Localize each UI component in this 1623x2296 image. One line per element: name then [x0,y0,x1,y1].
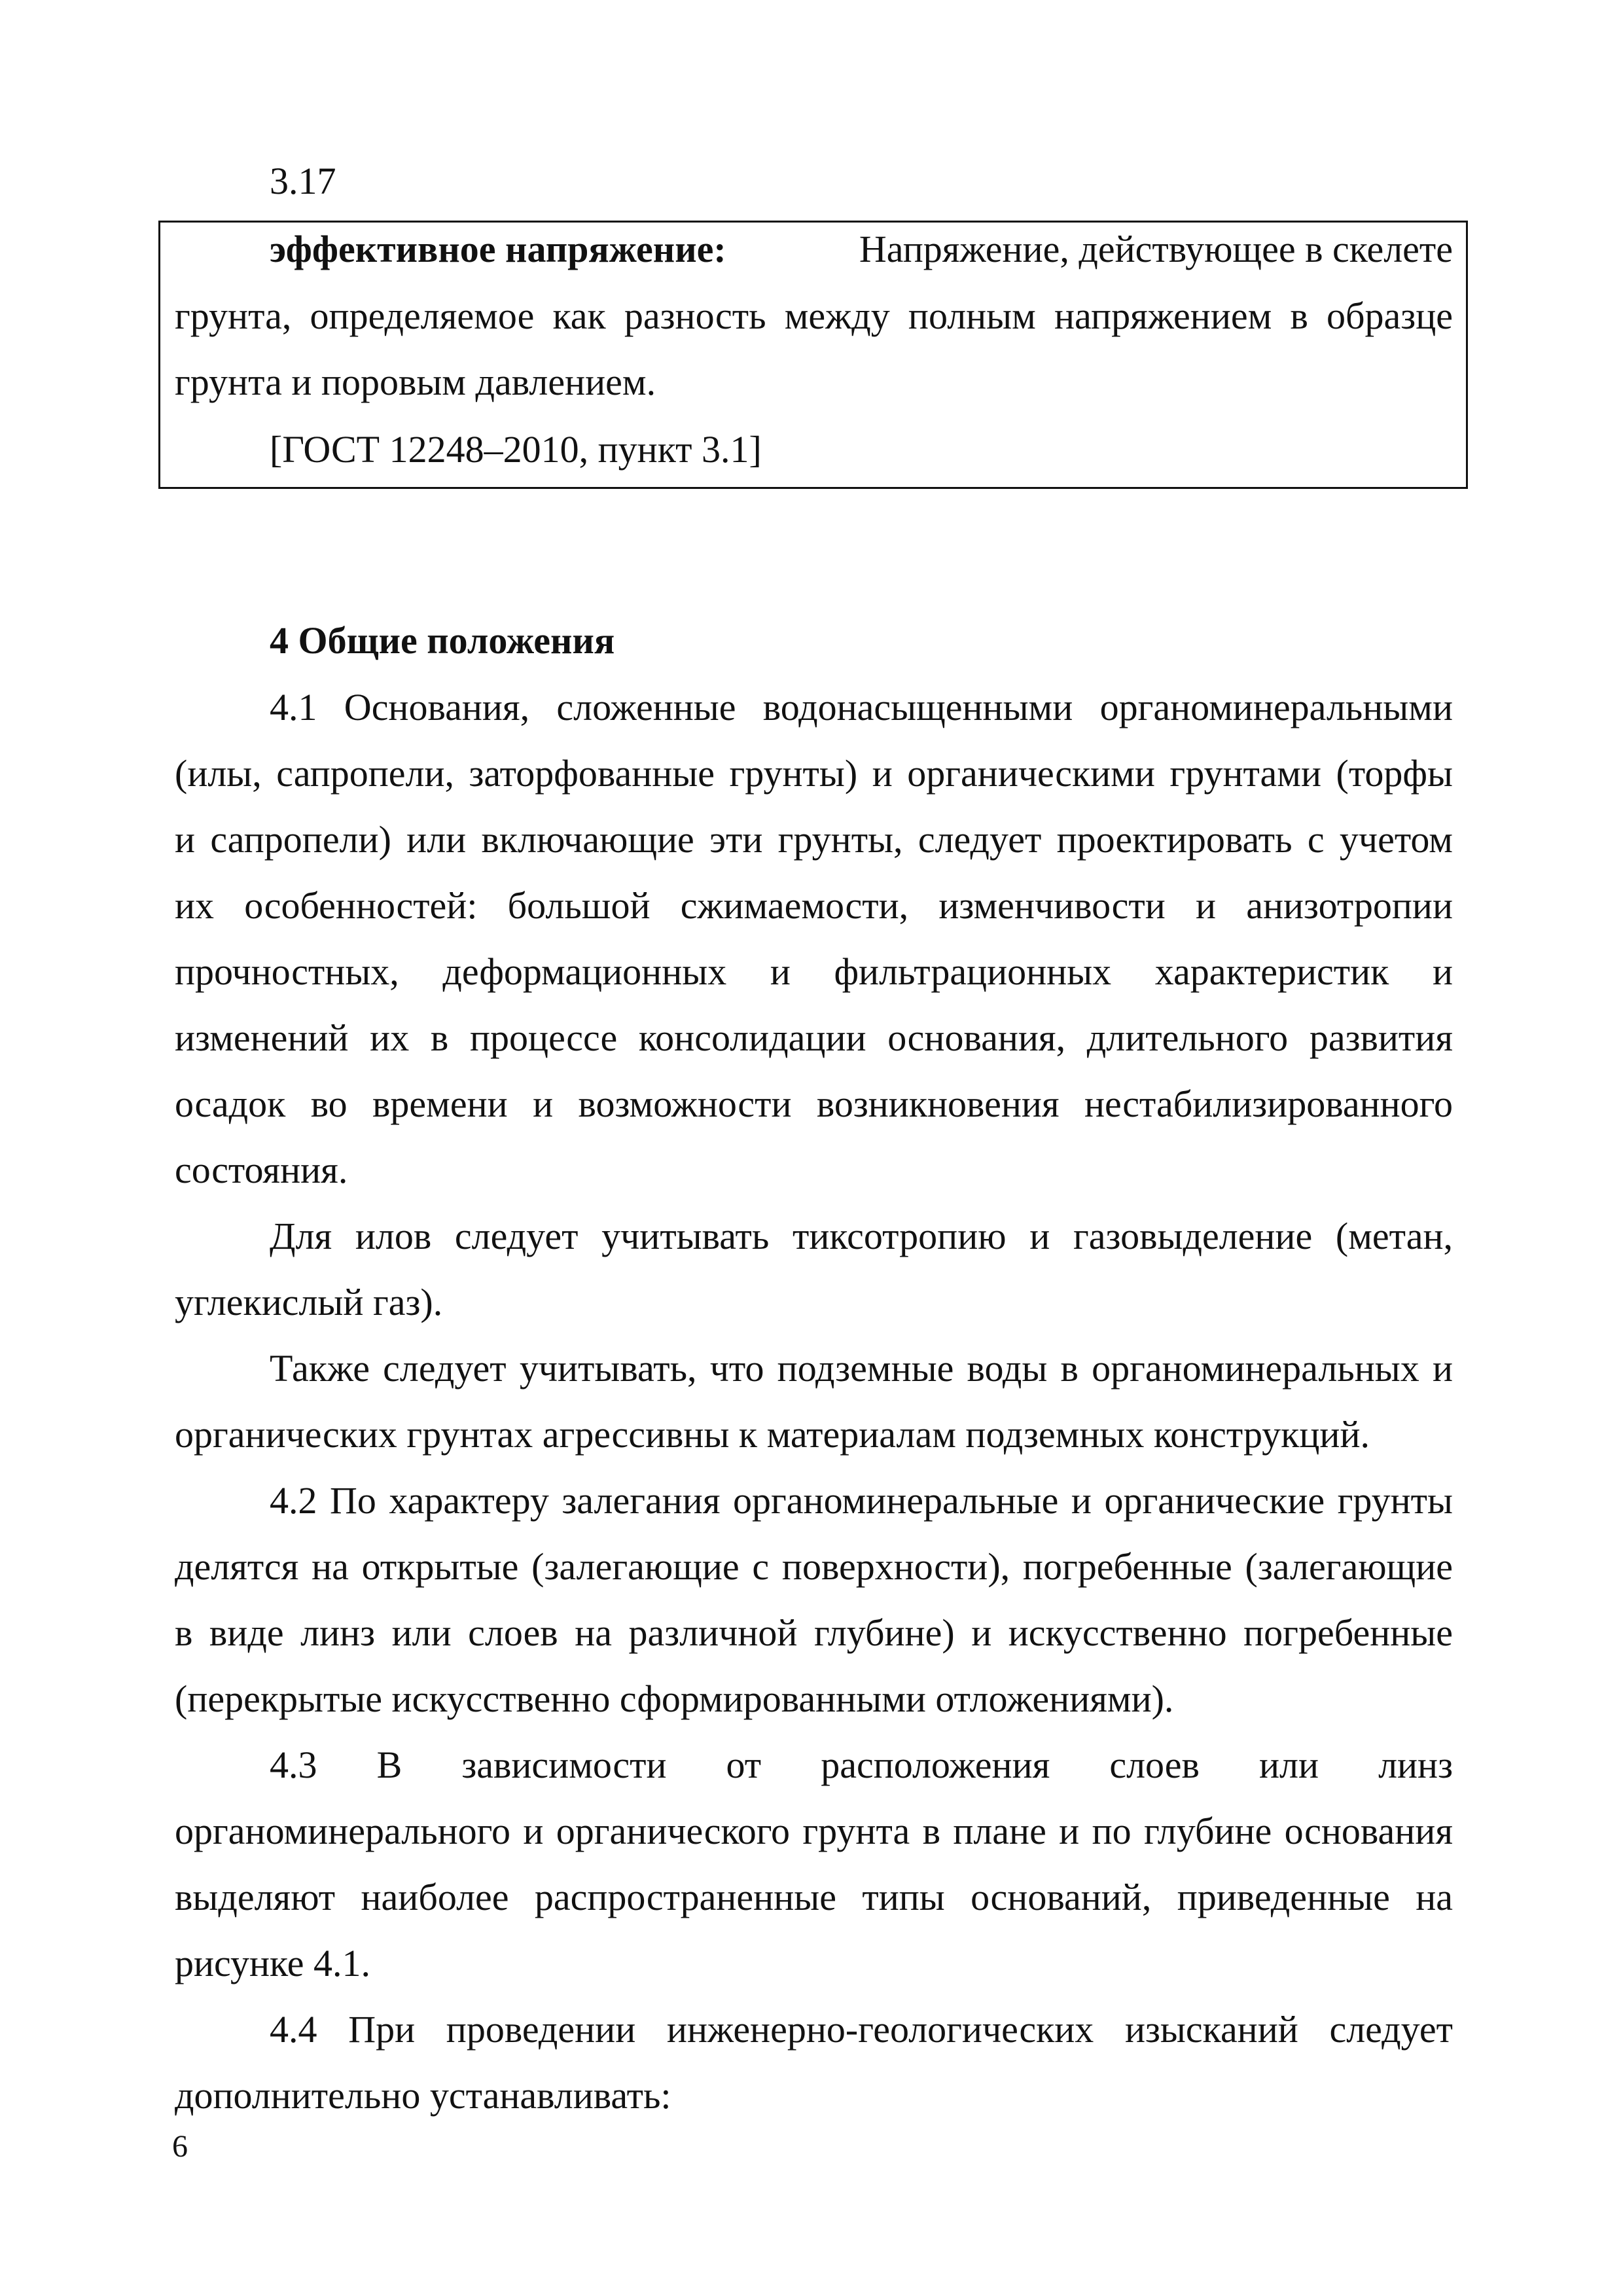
paragraph-4-1-line-4: их особенностей: большой сжимаемости, изменчивости и анизотропии [175,884,1453,927]
page-number: 6 [172,2129,188,2164]
paragraph-ilov-line-1: Для илов следует учитывать тиксотропию и газовыделение (метан, [270,1215,1453,1257]
paragraph-ilov-line-2: углекислый газ). [175,1281,443,1323]
paragraph-4-1-line-1: 4.1 Основания, сложенные водонасыщенными органоминеральными [270,686,1453,728]
paragraph-4-4-line-2: дополнительно устанавливать: [175,2074,671,2117]
term-definition-line-3: грунта и поровым давлением. [175,361,656,403]
clause-number: 3.17 [270,160,336,202]
term-title: эффективное напряжение: [270,228,726,270]
paragraph-4-2-line-1: 4.2 По характеру залегания органоминеральные и органические грунты [270,1479,1453,1522]
paragraph-4-1-line-6: изменений их в процессе консолидации основания, длительного развития [175,1016,1453,1059]
paragraph-water-line-2: органических грунтах агрессивны к материалам подземных конструкций. [175,1413,1370,1456]
term-definition-line-2: грунта, определяемое как разность между полным напряжением в образце [175,295,1453,337]
term-definition-line-1 [270,230,1453,268]
section-heading: 4 Общие положения [270,619,615,662]
term-definition-start: Напряжение, действующее в скелете [859,228,1453,270]
paragraph-4-4-line-1: 4.4 При проведении инженерно-геологических изысканий следует [270,2008,1453,2051]
paragraph-4-3-line-2: органоминерального и органического грунта в плане и по глубине основания [175,1810,1453,1852]
paragraph-4-1-line-3: и сапропели) или включающие эти грунты, следует проектировать с учетом [175,818,1453,861]
paragraph-4-1-line-2: (илы, сапропели, заторфованные грунты) и органическими грунтами (торфы [175,752,1453,795]
term-source-reference: [ГОСТ 12248–2010, пункт 3.1] [270,428,762,471]
paragraph-4-1-line-5: прочностных, деформационных и фильтрационных характеристик и [175,950,1453,993]
paragraph-4-2-line-4: (перекрытые искусственно сформированными отложениями). [175,1677,1174,1720]
paragraph-4-3-line-4: рисунке 4.1. [175,1942,371,1984]
paragraph-4-2-line-3: в виде линз или слоев на различной глубине) и искусственно погребенные [175,1611,1453,1654]
paragraph-4-3-line-3: выделяют наиболее распространенные типы оснований, приведенные на [175,1876,1453,1918]
paragraph-water-line-1: Также следует учитывать, что подземные воды в органоминеральных и [270,1347,1453,1390]
paragraph-4-1-line-7: осадок во времени и возможности возникновения нестабилизированного [175,1083,1453,1125]
paragraph-4-3-line-1: 4.3 В зависимости от расположения слоев или линз [270,1744,1453,1786]
paragraph-4-1-line-8: состояния. [175,1149,348,1191]
paragraph-4-2-line-2: делятся на открытые (залегающие с поверхности), погребенные (залегающие [175,1545,1453,1588]
